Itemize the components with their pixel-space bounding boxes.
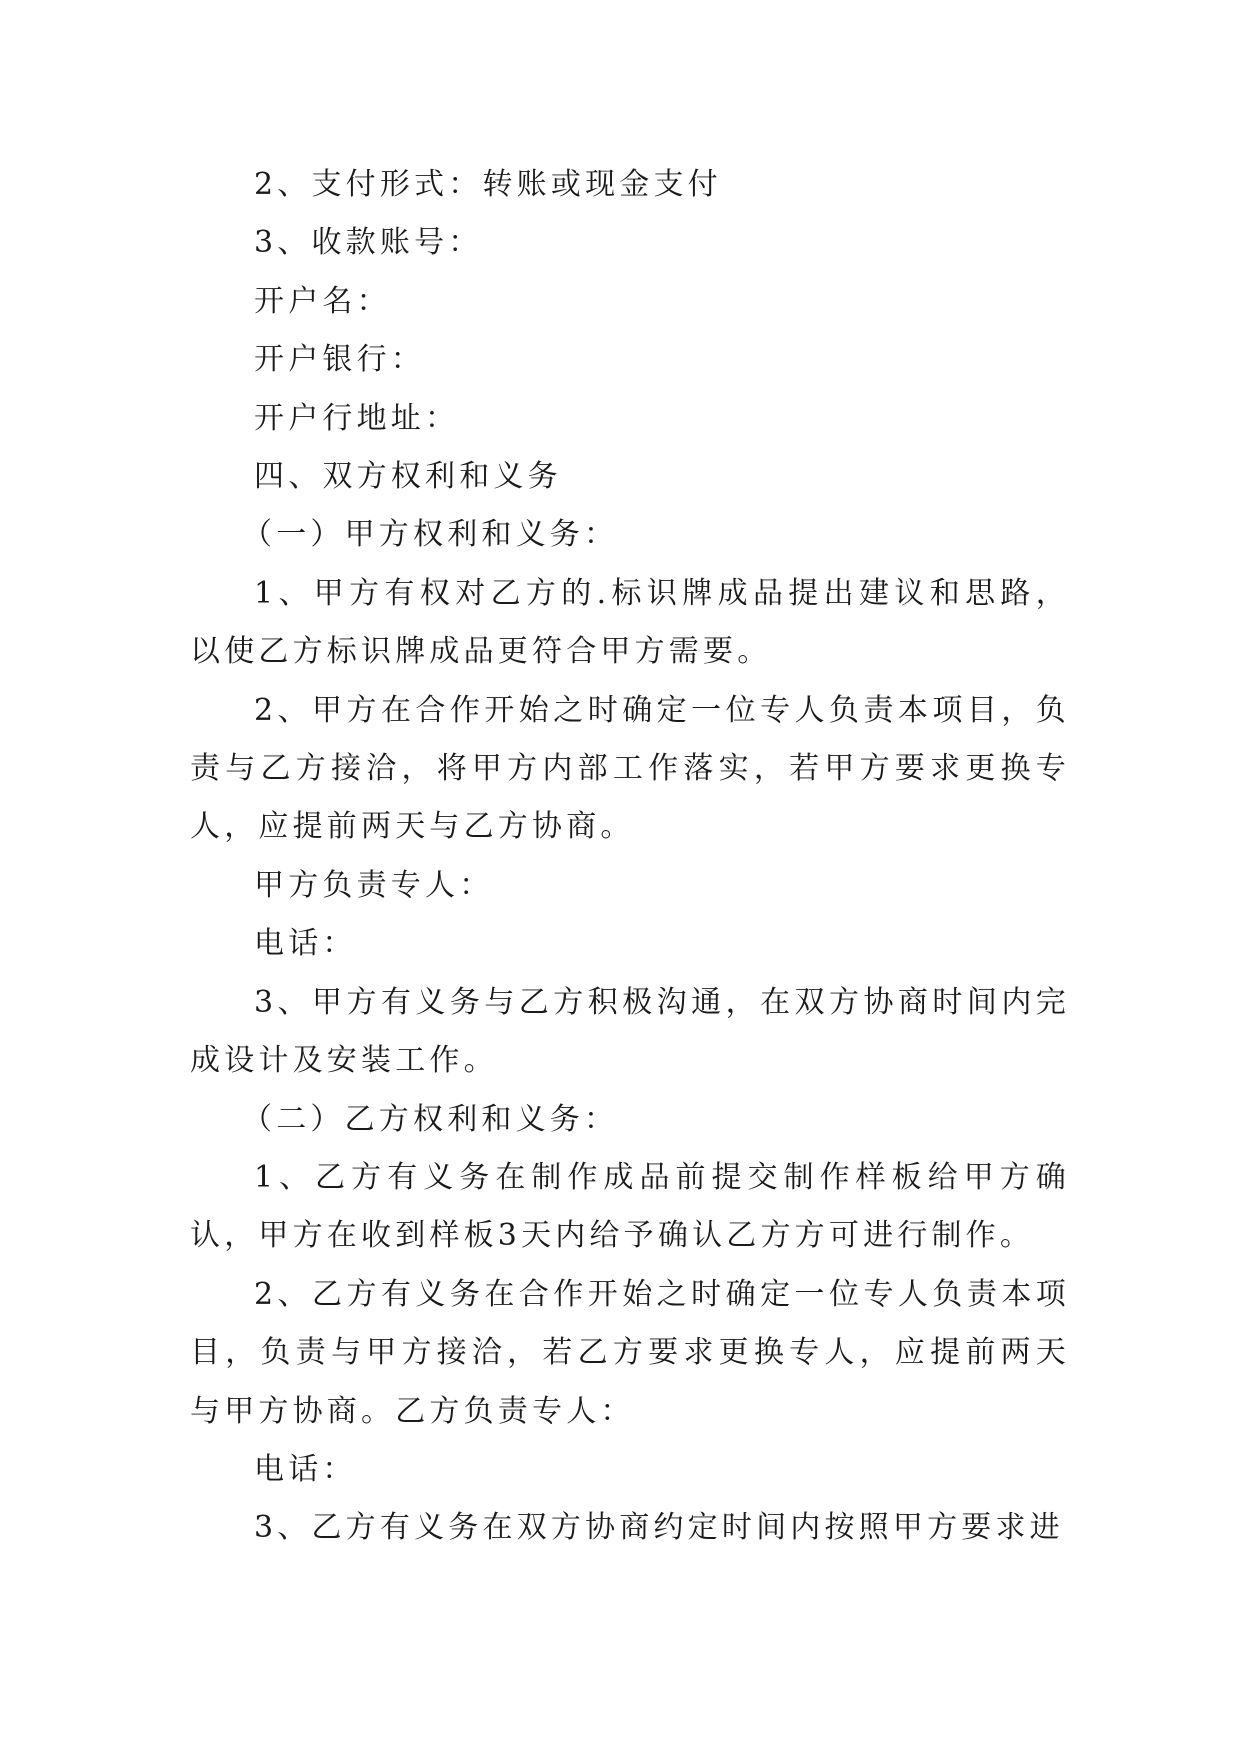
- payment-method-line: 2、支付形式：转账或现金支付: [254, 167, 722, 202]
- party-b-phone: 电话：: [254, 1451, 357, 1487]
- party-b-clause-1: 1、乙方有义务在制作成品前提交制作样板给甲方确认，甲方在收到样板3天内给予确认乙方方可进行制作。: [190, 1159, 1070, 1254]
- account-name-line: 开户名：: [254, 283, 391, 319]
- party-a-contact-person: 甲方负责专人：: [254, 867, 494, 903]
- party-a-phone: 电话：: [254, 926, 357, 962]
- party-a-clause-2: 2、甲方在合作开始之时确定一位专人负责本项目，负责与乙方接洽，将甲方内部工作落实，若甲方要求更换专人，应提前两天与乙方协商。: [190, 692, 1070, 845]
- subsection-heading-party-a: （一）甲方权利和义务：: [242, 517, 619, 553]
- party-a-clause-3: 3、甲方有义务与乙方积极沟通，在双方协商时间内完成设计及安装工作。: [190, 984, 1070, 1079]
- party-b-clause-3: 3、乙方有义务在双方协商约定时间内按照甲方要求进: [254, 1510, 1064, 1546]
- subsection-heading-party-b: （二）乙方权利和义务：: [242, 1101, 619, 1137]
- bank-line: 开户银行：: [254, 342, 425, 378]
- section-heading-rights: 四、双方权利和义务: [254, 459, 562, 495]
- receiving-account-line: 3、收款账号：: [254, 225, 483, 261]
- party-b-clause-2: 2、乙方有义务在合作开始之时确定一位专人负责本项目，负责与甲方接洽，若乙方要求更换专人，应提前两天与甲方协商。乙方负责专人：: [190, 1276, 1070, 1429]
- document-body: [190, 156, 1070, 1558]
- party-a-clause-1: 1、甲方有权对乙方的.标识牌成品提出建议和思路，以使乙方标识牌成品更符合甲方需要。: [190, 575, 1070, 670]
- bank-address-line: 开户行地址：: [254, 400, 460, 436]
